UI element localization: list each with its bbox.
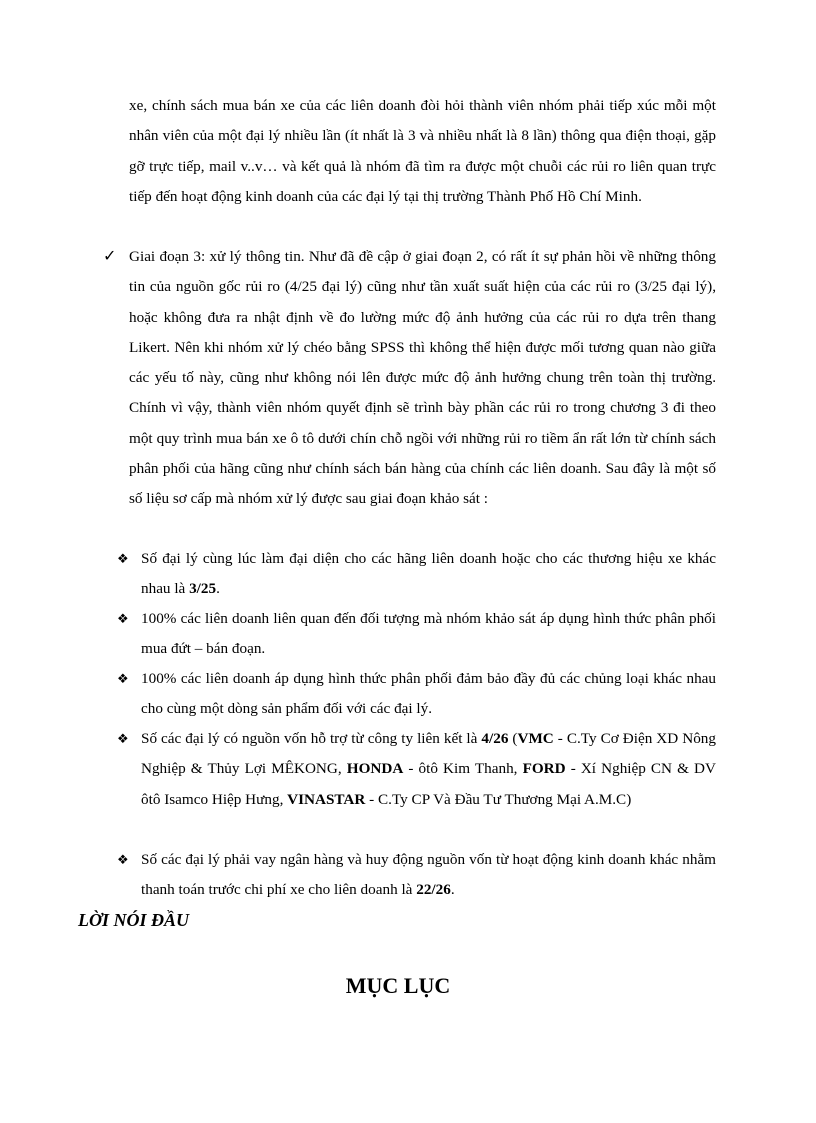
- diamond-bullet-icon: ❖: [117, 611, 129, 626]
- diamond-bullet-icon: ❖: [117, 852, 129, 867]
- bullet-item-2: 100% các liên doanh liên quan đến đối tượng mà nhóm khảo sát áp dụng hình thức phân phối mua đứt – bán đoạn.: [141, 610, 716, 658]
- checkmark-icon: ✓: [103, 248, 117, 265]
- paragraph-continuation: xe, chính sách mua bán xe của các liên doanh đòi hỏi thành viên nhóm phải tiếp xúc mỗi một nhân viên của một đại lý nhiều lần (ít nhất là 3 và nhiều nhất là 8 lần) thông qua điện thoại, gặp gỡ trực tiếp, mail v..v… và kết quả là nhóm đã tìm ra được một chuỗi các rủi ro liên quan trực tiếp đến hoạt động kinh doanh của các đại lý tại thị trường Thành Phố Hồ Chí Minh.: [129, 97, 716, 205]
- heading-intro: LỜI NÓI ĐẦU: [78, 910, 190, 930]
- diamond-bullet-icon: ❖: [117, 671, 129, 686]
- diamond-bullet-icon: ❖: [117, 551, 129, 566]
- bullet-item-1: Số đại lý cùng lúc làm đại diện cho các hãng liên doanh hoặc cho các thương hiệu xe khác nhau là 3/25.: [141, 550, 716, 598]
- heading-table-of-contents: MỤC LỤC: [345, 973, 451, 998]
- bullet-item-3: 100% các liên doanh áp dụng hình thức phân phối đảm bảo đầy đủ các chủng loại khác nhau cho cùng một dòng sản phẩm đối với các đại lý.: [141, 670, 716, 718]
- bullet-item-5: Số các đại lý phải vay ngân hàng và huy động nguồn vốn từ hoạt động kinh doanh khác nhằm thanh toán trước chi phí xe cho liên doanh là 22/26.: [141, 851, 716, 899]
- diamond-bullet-icon: ❖: [117, 731, 129, 746]
- stage3-paragraph: Giai đoạn 3: xử lý thông tin. Như đã đề cập ở giai đoạn 2, có rất ít sự phản hồi về những thông tin của nguồn gốc rủi ro (4/25 đại lý) cũng như tần xuất suất hiện của các rủi ro (3/25 đại lý), hoặc không đưa ra nhật định về đo lường mức độ ảnh hưởng của các rủi ro dựa trên thang Likert. Nên khi nhóm xử lý chéo bằng SPSS thì không thể hiện được mối tương quan nào giữa các yếu tố này, cũng như không nói lên được mức độ ảnh hưởng chung trên toàn thị trường. Chính vì vậy, thành viên nhóm quyết định sẽ trình bày phần các rủi ro trong chương 3 đi theo một quy trình mua bán xe ô tô dưới chín chỗ ngồi với những rủi ro tiềm ẩn rất lớn từ chính sách phân phối của hãng cũng như chính sách bán hàng của chính các liên doanh. Sau đây là một số số liệu sơ cấp mà nhóm xử lý được sau giai đoạn khảo sát :: [129, 248, 716, 508]
- bullet-item-4: Số các đại lý có nguồn vốn hỗ trợ từ công ty liên kết là 4/26 (VMC - C.Ty Cơ Điện XD Nông Nghiệp & Thủy Lợi MÊKONG, HONDA - ôtô Kim Thanh, FORD - Xí Nghiệp CN & DV ôtô Isamco Hiệp Hưng, VINASTAR - C.Ty CP Và Đầu Tư Thương Mại A.M.C): [141, 730, 716, 808]
